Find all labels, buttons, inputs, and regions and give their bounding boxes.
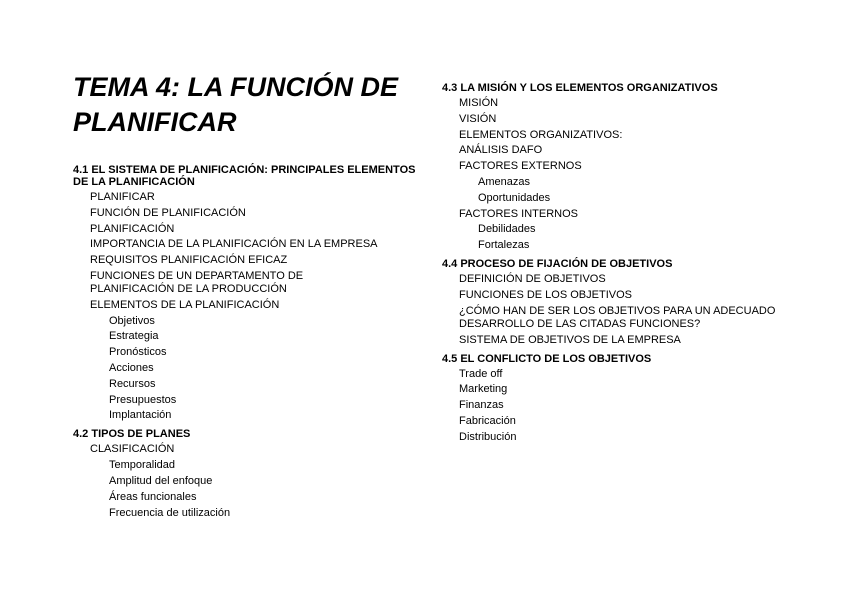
list-item: ANÁLISIS DAFO xyxy=(459,144,543,157)
sub-list-item: Amplitud del enfoque xyxy=(109,474,213,487)
sub-list-item: Recursos xyxy=(109,377,156,390)
right-column xyxy=(442,82,822,450)
list-item: PLANIFICAR xyxy=(90,191,155,203)
list-item: FUNCIONES DE LOS OBJETIVOS xyxy=(459,288,632,301)
list-item: MISIÓN xyxy=(459,97,499,109)
section-4-2 xyxy=(73,428,433,519)
sub-list-item: Estrategia xyxy=(109,330,159,343)
section-heading: 4.5 EL CONFLICTO DE LOS OBJETIVOS xyxy=(442,352,652,365)
sub-list-item: Amenazas xyxy=(478,175,530,188)
list-item: ELEMENTOS ORGANIZATIVOS: xyxy=(459,128,623,141)
sub-list-item: Debilidades xyxy=(478,223,536,236)
sub-list-item: Objetivos xyxy=(109,314,155,327)
sub-list-item: Acciones xyxy=(109,361,154,374)
list-item: Trade off xyxy=(459,367,503,380)
sub-list-item: Fortalezas xyxy=(478,239,530,252)
list-item: CLASIFICACIÓN xyxy=(90,443,175,456)
section-4-5 xyxy=(442,353,822,444)
list-item: FACTORES EXTERNOS xyxy=(459,160,582,173)
page-title: TEMA 4: LA FUNCIÓN DE PLANIFICAR xyxy=(73,72,398,137)
section-heading: 4.1 EL SISTEMA DE PLANIFICACIÓN: PRINCIPALES ELEMENTOS DE LA PLANIFICACIÓN xyxy=(73,164,416,188)
section-4-3 xyxy=(442,82,822,252)
section-heading: 4.3 LA MISIÓN Y LOS ELEMENTOS ORGANIZATIVOS xyxy=(442,82,718,94)
list-item: FUNCIONES DE UN DEPARTAMENTO DE PLANIFICACIÓN DE LA PRODUCCIÓN xyxy=(90,269,304,295)
sub-list-item: Implantación xyxy=(109,409,172,422)
list-item: ELEMENTOS DE LA PLANIFICACIÓN xyxy=(90,298,280,311)
sub-list-item: Oportunidades xyxy=(478,191,551,204)
section-4-1 xyxy=(73,164,433,422)
sub-list-item: Temporalidad xyxy=(109,459,176,472)
list-item: VISIÓN xyxy=(459,112,497,125)
list-item: DEFINICIÓN DE OBJETIVOS xyxy=(459,273,606,286)
list-item: Fabricación xyxy=(459,414,516,427)
left-column xyxy=(73,164,433,526)
section-heading: 4.2 TIPOS DE PLANES xyxy=(73,428,191,441)
list-item: FUNCIÓN DE PLANIFICACIÓN xyxy=(90,206,246,219)
sub-list-item: Áreas funcionales xyxy=(109,490,197,503)
sub-list-item: Pronósticos xyxy=(109,346,167,359)
sub-list-item: Presupuestos xyxy=(109,393,177,406)
list-item: Marketing xyxy=(459,383,508,396)
list-item: SISTEMA DE OBJETIVOS DE LA EMPRESA xyxy=(459,333,681,346)
list-item: Distribución xyxy=(459,430,517,443)
list-item: REQUISITOS PLANIFICACIÓN EFICAZ xyxy=(90,254,288,267)
section-heading: 4.4 PROCESO DE FIJACIÓN DE OBJETIVOS xyxy=(442,258,673,271)
list-item: FACTORES INTERNOS xyxy=(459,207,578,220)
list-item: ¿CÓMO HAN DE SER LOS OBJETIVOS PARA UN ADECUADO DESARROLLO DE LAS CITADAS FUNCIONES? xyxy=(459,304,776,330)
list-item: Finanzas xyxy=(459,399,504,412)
list-item: PLANIFICACIÓN xyxy=(90,222,175,235)
section-4-4 xyxy=(442,258,822,346)
list-item: IMPORTANCIA DE LA PLANIFICACIÓN EN LA EMPRESA xyxy=(90,238,378,251)
sub-list-item: Frecuencia de utilización xyxy=(109,506,231,519)
